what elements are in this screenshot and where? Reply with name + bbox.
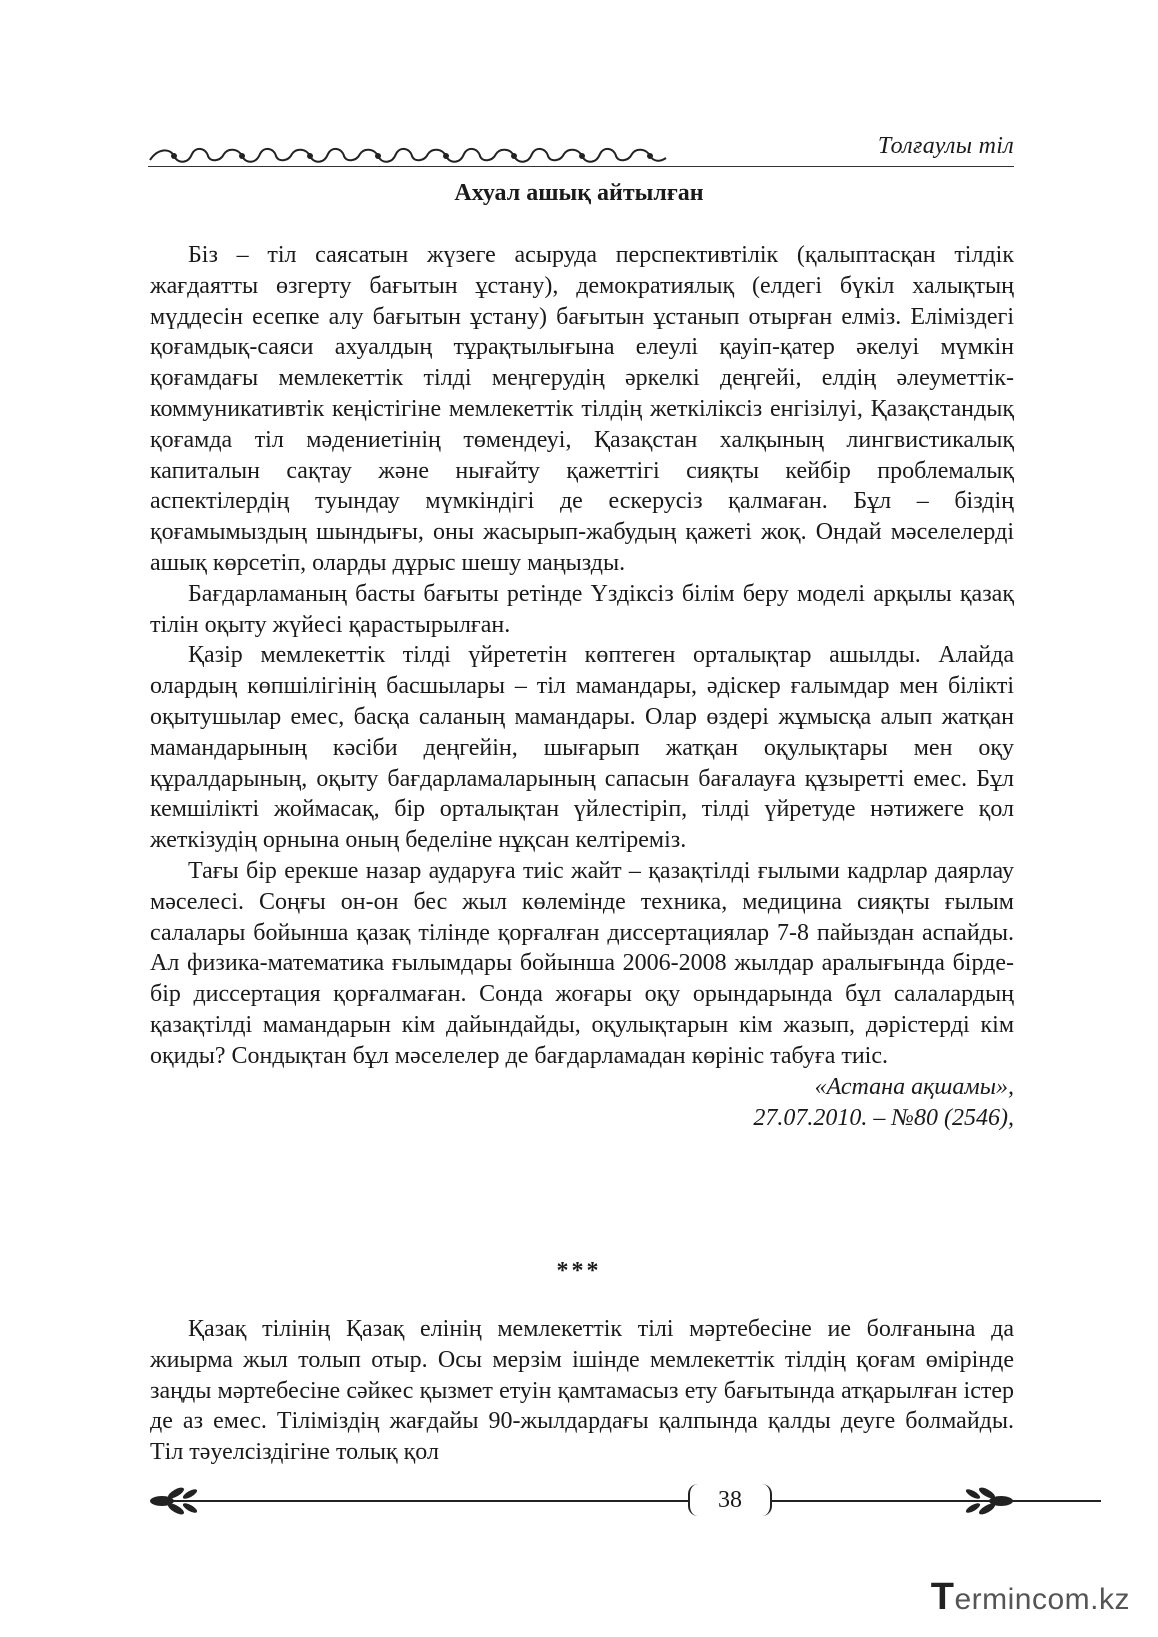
header-rule — [148, 166, 1014, 167]
leaf-ornament-icon — [148, 1482, 210, 1520]
paragraph: Тағы бір ерекше назар аударуға тиіс жайт – қазақтілді ғылыми кадрлар даярлау мәселесі. Соңғы он-он бес жыл көлемінде техника, медицина сияқты ғылым салалары бойынша қазақ тілінде қорғалған диссертациялар 7-8 пайыздан аспайды. Ал физика-математика ғылымдары бойынша 2006-2008 жылдар аралығында бірде-бір диссертация қорғалмаған. Сонда жоғары оқу орындарында бұл салалардың қазақтілді мамандарын кім дайындайды, оқулықтарын кім жазып, дәрістерді кім оқиды? Сондықтан бұл мәселелер де бағдарламадан көрініс табуға тиіс. — [150, 857, 1014, 1069]
watermark-text: ermincom.kz — [954, 1583, 1130, 1616]
watermark-first-letter: T — [930, 1576, 955, 1618]
leaf-ornament-icon — [953, 1482, 1015, 1520]
paragraph: Қазір мемлекеттік тілді үйрететін көптеген орталықтар ашылды. Алайда олардың көпшілігінің басшылары – тіл мамандары, әдіскер ғалымдар мен білікті оқытушылар емес, басқа саланың мамандары. Олар өздері жұмысқа алып жатқан мамандарының кәсіби деңгейін, шығарып жатқан оқулықтары мен оқу құралдарының, оқыту бағдарламаларының сапасын бағалауға құзыретті емес. Бұл кемшілікті жоймасақ, бір орталықтан үйлестіріп, тілді үйретуде нәтижеге қол жеткізудің орнына оның беделіне нұқсан келтіреміз. — [150, 642, 1014, 854]
footer-rule-left — [210, 1500, 688, 1502]
source-citation-line: «Астана ақшамы», — [814, 1073, 1014, 1100]
next-section-body — [150, 1314, 1014, 1468]
paragraph: Біз – тіл саясатын жүзеге асыруда перспективтілік (қалыптасқан тілдік жағдаятты өзгерту бағытын ұстану), демократиялық (елдегі бүкіл халықтың мүддесін есепке алу бағытын ұстану) бағытын ұстанып отырған елміз. Еліміздегі қоғамдық-саяси ахуалдың тұрақтылығына елеулі қауіп-қатер әкелуі мүмкін қоғамдағы мемлекеттік тілді меңгерудің әркелкі деңгейі, елдің әлеуметтік-коммуникативтік кеңістігіне мемлекеттік тілдің жеткіліксіз енгізілуі, Қазақстандық қоғамда тіл мәдениетінің төмендеуі, Қазақстан халқының лингвистикалық капиталын сақтау және нығайту қажеттігі сияқты кейбір проблемалық аспектілердің туындау мүмкіндігі де ескерусіз қалмаған. Бұл – біздің қоғамымыздың шындығы, оны жасырып-жабудың қажеті жоқ. Ондай мәселелерді ашық көрсетіп, оларды дұрыс шешу маңызды. — [150, 242, 1014, 576]
section-separator: *** — [556, 1258, 602, 1284]
page-footer — [148, 1480, 1014, 1520]
site-watermark — [931, 1576, 1130, 1619]
paragraph: Бағдарламаның басты бағыты ретінде Үздіксіз білім беру моделі арқылы қазақ тілін оқыту жүйесі қарастырылған. — [150, 580, 1014, 638]
footer-rule-right — [771, 1500, 1101, 1502]
page-number: 38 — [688, 1484, 772, 1516]
article-title: Ахуал ашық айтылған — [454, 180, 704, 206]
section-title: Толғаулы тіл — [877, 133, 1014, 159]
paragraph: Қазақ тілінің Қазақ елінің мемлекеттік тілі мәртебесіне ие болғанына да жиырма жыл толып отыр. Осы мерзім ішінде мемлекеттік тілдің қоғам өмірінде заңды мәртебесіне сәйкес қызмет етуін қамтамасыз ету бағытында атқарылған істер де аз емес. Тіліміздің жағдайы 90-жылдардағы қалпында қалды деуге болмайды. Тіл тәуелсіздігіне толық қол — [150, 1316, 1014, 1466]
source-citation-line: 27.07.2010. – №80 (2546), — [753, 1104, 1014, 1131]
article-body — [150, 240, 1014, 1134]
